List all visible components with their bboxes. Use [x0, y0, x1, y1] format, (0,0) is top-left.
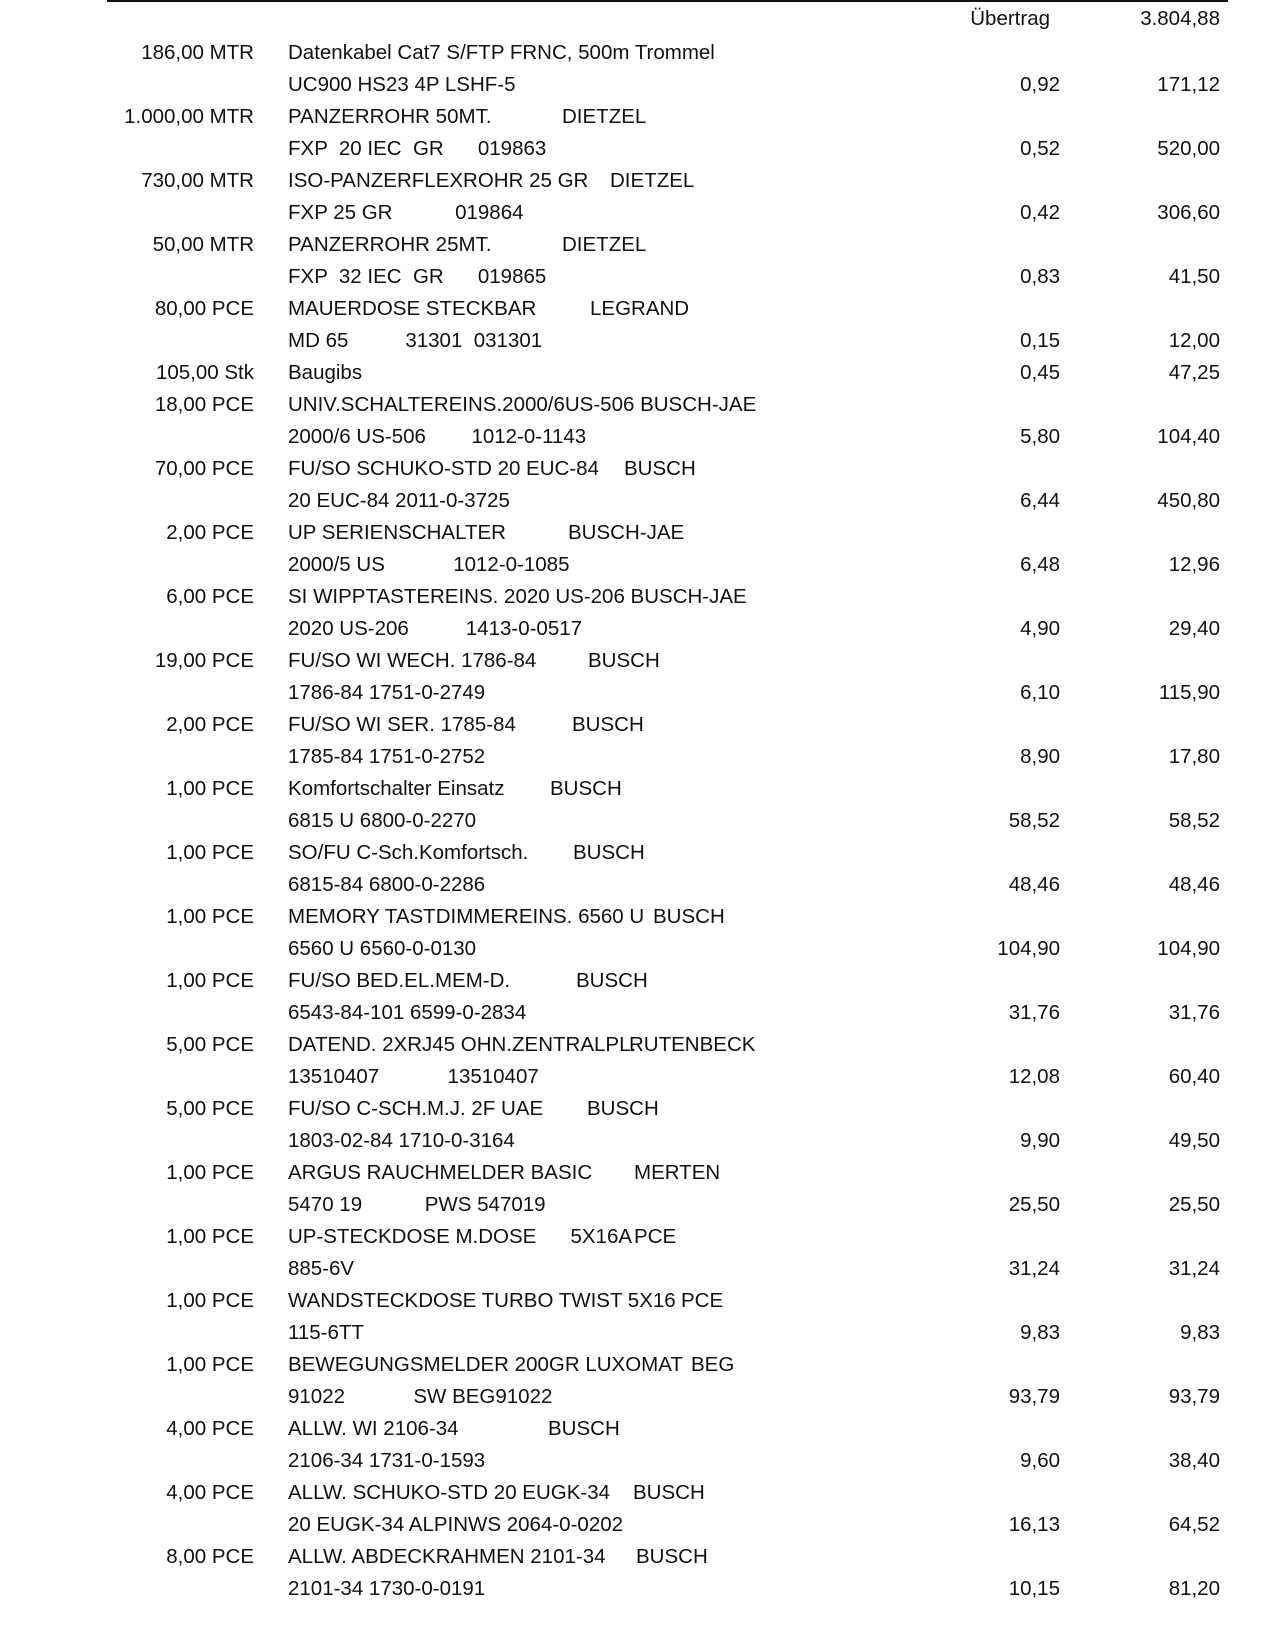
item-supplier: MERTEN	[634, 1161, 721, 1184]
line-item-row-2	[0, 741, 1280, 773]
item-total: 38,40	[1168, 1449, 1220, 1472]
item-unit-price: 0,52	[1020, 137, 1060, 160]
line-item-row-2	[0, 549, 1280, 581]
item-unit-price: 9,83	[1020, 1321, 1060, 1344]
line-item	[0, 357, 1280, 389]
item-description: MAUERDOSE STECKBAR	[288, 297, 537, 320]
item-supplier: BUSCH	[636, 1545, 708, 1568]
line-item-row-2	[0, 1509, 1280, 1541]
line-item-row-1	[0, 517, 1280, 549]
line-item-row-2	[0, 1317, 1280, 1349]
item-unit-price: 16,13	[1008, 1513, 1060, 1536]
item-unit-price: 58,52	[1008, 809, 1060, 832]
item-description: WANDSTECKDOSE TURBO TWIST 5X16	[288, 1289, 676, 1312]
item-supplier: BUSCH	[572, 713, 644, 736]
item-article-number: 885-6V	[288, 1257, 355, 1280]
item-description: UP-STECKDOSE M.DOSE 5X16A	[288, 1225, 633, 1248]
item-unit-price: 6,48	[1020, 553, 1060, 576]
line-item	[0, 293, 1280, 357]
item-supplier: PCE	[681, 1289, 724, 1312]
line-item	[0, 1541, 1280, 1605]
item-quantity: 80,00 PCE	[154, 297, 254, 320]
item-quantity: 19,00 PCE	[154, 649, 254, 672]
line-item-row-2	[0, 1381, 1280, 1413]
item-total: 25,50	[1168, 1193, 1220, 1216]
item-description: ISO-PANZERFLEXROHR 25 GR	[288, 169, 589, 192]
item-supplier: BUSCH	[624, 457, 696, 480]
item-description: BEWEGUNGSMELDER 200GR LUXOMAT	[288, 1353, 683, 1376]
item-total: 450,80	[1157, 489, 1220, 512]
line-item-row-2	[0, 805, 1280, 837]
item-article-number: 2020 US-206 1413-0-0517	[288, 617, 583, 640]
item-description: SO/FU C-Sch.Komfortsch.	[288, 841, 529, 864]
line-item	[0, 453, 1280, 517]
item-article-number: 6815-84 6800-0-2286	[288, 873, 486, 896]
item-article-number: 2101-34 1730-0-0191	[288, 1577, 486, 1600]
item-description: ARGUS RAUCHMELDER BASIC	[288, 1161, 593, 1184]
item-total: 48,46	[1168, 873, 1220, 896]
line-item	[0, 1221, 1280, 1285]
item-article-number: 1785-84 1751-0-2752	[288, 745, 486, 768]
line-item-row-1	[0, 293, 1280, 325]
item-quantity: 1,00 PCE	[166, 969, 254, 992]
item-quantity: 1.000,00 MTR	[124, 105, 254, 128]
line-item	[0, 37, 1280, 101]
line-item-row-2	[0, 197, 1280, 229]
item-supplier: BUSCH	[573, 841, 645, 864]
item-article-number: MD 65 31301 031301	[288, 329, 543, 352]
item-article-number: 6543-84-101 6599-0-2834	[288, 1001, 527, 1024]
item-article-number: 5470 19 PWS 547019	[288, 1193, 546, 1216]
item-supplier: BUSCH	[588, 649, 660, 672]
item-total: 64,52	[1168, 1513, 1220, 1536]
item-unit-price: 12,08	[1008, 1065, 1060, 1088]
line-item	[0, 229, 1280, 293]
line-item	[0, 901, 1280, 965]
item-quantity: 18,00 PCE	[154, 393, 254, 416]
item-unit-price: 0,15	[1020, 329, 1060, 352]
item-total: 47,25	[1168, 361, 1220, 384]
line-item-row-2	[0, 869, 1280, 901]
line-item	[0, 1157, 1280, 1221]
item-supplier: DIETZEL	[610, 169, 695, 192]
line-item-row-2	[0, 1125, 1280, 1157]
item-supplier: BUSCH-JAE	[568, 521, 685, 544]
item-description: FU/SO WI WECH. 1786-84	[288, 649, 537, 672]
item-unit-price: 0,42	[1020, 201, 1060, 224]
line-item	[0, 1093, 1280, 1157]
item-description: ALLW. WI 2106-34	[288, 1417, 459, 1440]
item-total: 93,79	[1168, 1385, 1220, 1408]
line-item	[0, 517, 1280, 581]
line-item-row-1	[0, 1221, 1280, 1253]
line-item	[0, 101, 1280, 165]
line-item	[0, 389, 1280, 453]
item-description: FU/SO SCHUKO-STD 20 EUC-84	[288, 457, 599, 480]
line-item	[0, 1285, 1280, 1349]
item-total: 60,40	[1168, 1065, 1220, 1088]
line-item	[0, 965, 1280, 1029]
item-quantity: 4,00 PCE	[166, 1417, 254, 1440]
line-item-row-1	[0, 901, 1280, 933]
item-description: FU/SO WI SER. 1785-84	[288, 713, 516, 736]
item-quantity: 4,00 PCE	[166, 1481, 254, 1504]
item-quantity: 70,00 PCE	[154, 457, 254, 480]
item-quantity: 2,00 PCE	[166, 713, 254, 736]
line-item	[0, 1413, 1280, 1477]
line-item	[0, 165, 1280, 229]
item-supplier: LEGRAND	[590, 297, 690, 320]
item-unit-price: 104,90	[997, 937, 1060, 960]
line-item-row-1	[0, 165, 1280, 197]
item-unit-price: 8,90	[1020, 745, 1060, 768]
line-item-row-2	[0, 613, 1280, 645]
item-description: Komfortschalter Einsatz	[288, 777, 505, 800]
item-supplier: BEG	[691, 1353, 735, 1376]
item-total: 115,90	[1158, 681, 1220, 704]
item-total: 12,96	[1168, 553, 1220, 576]
item-article-number: 2000/5 US 1012-0-1085	[288, 553, 570, 576]
item-supplier: PCE	[634, 1225, 677, 1248]
item-total: 12,00	[1168, 329, 1220, 352]
item-article-number: 91022 SW BEG91022	[288, 1385, 553, 1408]
line-item-row-2	[0, 1189, 1280, 1221]
line-item-row-1	[0, 837, 1280, 869]
item-quantity: 1,00 PCE	[166, 1161, 254, 1184]
item-total: 520,00	[1157, 137, 1220, 160]
item-quantity: 1,00 PCE	[166, 1225, 254, 1248]
item-total: 41,50	[1168, 265, 1220, 288]
item-quantity: 50,00 MTR	[152, 233, 254, 256]
line-item-row-2	[0, 421, 1280, 453]
line-item-row-1	[0, 453, 1280, 485]
item-article-number: 2106-34 1731-0-1593	[288, 1449, 486, 1472]
item-article-number: FXP 32 IEC GR 019865	[288, 265, 547, 288]
line-item-row-1	[0, 1029, 1280, 1061]
item-unit-price: 48,46	[1008, 873, 1060, 896]
item-total: 104,90	[1157, 937, 1220, 960]
line-item-row-2	[0, 69, 1280, 101]
item-unit-price: 9,60	[1020, 1449, 1060, 1472]
item-total: 31,76	[1168, 1001, 1220, 1024]
item-total: 29,40	[1168, 617, 1220, 640]
item-total: 9,83	[1180, 1321, 1220, 1344]
line-items	[0, 37, 1280, 1605]
line-item	[0, 1349, 1280, 1413]
item-unit-price: 6,44	[1020, 489, 1060, 512]
item-quantity: 1,00 PCE	[166, 777, 254, 800]
item-quantity: 1,00 PCE	[166, 1353, 254, 1376]
line-item-row-1	[0, 1157, 1280, 1189]
item-unit-price: 4,90	[1020, 617, 1060, 640]
item-description: ALLW. ABDECKRAHMEN 2101-34	[288, 1545, 606, 1568]
line-item-row-2	[0, 485, 1280, 517]
item-quantity: 8,00 PCE	[166, 1545, 254, 1568]
line-item-row-2	[0, 261, 1280, 293]
line-item-row-1	[0, 1093, 1280, 1125]
item-article-number: 13510407 13510407	[288, 1065, 539, 1088]
item-quantity: 5,00 PCE	[166, 1033, 254, 1056]
item-article-number: 20 EUC-84 2011-0-3725	[288, 489, 510, 512]
item-description: FU/SO BED.EL.MEM-D.	[288, 969, 511, 992]
item-quantity: 730,00 MTR	[141, 169, 254, 192]
item-article-number: FXP 25 GR 019864	[288, 201, 524, 224]
item-total: 58,52	[1168, 809, 1220, 832]
line-item	[0, 773, 1280, 837]
line-item-row-2	[0, 1061, 1280, 1093]
item-quantity: 1,00 PCE	[166, 841, 254, 864]
item-supplier: BUSCH	[576, 969, 648, 992]
item-quantity: 6,00 PCE	[166, 585, 254, 608]
line-item	[0, 581, 1280, 645]
item-description: FU/SO C-SCH.M.J. 2F UAE	[288, 1097, 544, 1120]
item-article-number: 6560 U 6560-0-0130	[288, 937, 477, 960]
line-item-row-1	[0, 965, 1280, 997]
item-description: UNIV.SCHALTEREINS.2000/6US-506 BUSCH-JAE	[288, 393, 757, 416]
item-quantity: 2,00 PCE	[166, 521, 254, 544]
line-item-row-1	[0, 709, 1280, 741]
item-total: 17,80	[1168, 745, 1220, 768]
item-article-number: UC900 HS23 4P LSHF-5	[288, 73, 516, 96]
line-item-row-1	[0, 1477, 1280, 1509]
line-item-row-1	[0, 1285, 1280, 1317]
item-total: 49,50	[1168, 1129, 1220, 1152]
line-item-row-1	[0, 1349, 1280, 1381]
item-total: 306,60	[1157, 201, 1220, 224]
item-unit-price: 25,50	[1008, 1193, 1060, 1216]
item-total: 171,12	[1157, 73, 1220, 96]
line-item-row-1	[0, 645, 1280, 677]
item-supplier: DIETZEL	[562, 233, 647, 256]
item-total: 104,40	[1157, 425, 1220, 448]
item-description: MEMORY TASTDIMMEREINS. 6560 U	[288, 905, 645, 928]
line-item-row-1	[0, 357, 1280, 389]
carry-over-value: 3.804,88	[1140, 7, 1220, 30]
item-quantity: 105,00 Stk	[155, 361, 254, 384]
line-item-row-2	[0, 325, 1280, 357]
carry-over-label: Übertrag	[970, 7, 1050, 30]
line-item-row-2	[0, 1445, 1280, 1477]
item-supplier: BUSCH	[587, 1097, 659, 1120]
item-unit-price: 6,10	[1020, 681, 1060, 704]
item-total: 81,20	[1168, 1577, 1220, 1600]
item-unit-price: 31,24	[1008, 1257, 1060, 1280]
item-unit-price: 0,83	[1020, 265, 1060, 288]
line-item-row-1	[0, 1413, 1280, 1445]
item-quantity: 186,00 MTR	[141, 41, 254, 64]
item-article-number: 1803-02-84 1710-0-3164	[288, 1129, 515, 1152]
item-article-number: 20 EUGK-34 ALPINWS 2064-0-0202	[288, 1513, 624, 1536]
item-quantity: 1,00 PCE	[166, 905, 254, 928]
item-description: DATEND. 2XRJ45 OHN.ZENTRALPL.	[288, 1033, 637, 1056]
line-item-row-1	[0, 101, 1280, 133]
item-supplier: BUSCH	[633, 1481, 705, 1504]
line-item	[0, 837, 1280, 901]
item-unit-price: 5,80	[1020, 425, 1060, 448]
line-item	[0, 1029, 1280, 1093]
line-item-row-2	[0, 933, 1280, 965]
line-item	[0, 645, 1280, 709]
line-item-row-2	[0, 1573, 1280, 1605]
item-supplier: BUSCH	[550, 777, 622, 800]
line-item-row-2	[0, 677, 1280, 709]
item-description: SI WIPPTASTEREINS. 2020 US-206 BUSCH-JAE	[288, 585, 747, 608]
item-article-number: FXP 20 IEC GR 019863	[288, 137, 547, 160]
item-supplier: BUSCH	[548, 1417, 620, 1440]
item-unit-price: 9,90	[1020, 1129, 1060, 1152]
line-item-row-2	[0, 997, 1280, 1029]
line-item-row-1	[0, 1541, 1280, 1573]
item-description: Datenkabel Cat7 S/FTP FRNC, 500m Trommel	[288, 41, 715, 64]
item-description: Baugibs	[288, 361, 363, 384]
item-article-number: 6815 U 6800-0-2270	[288, 809, 477, 832]
line-item-row-1	[0, 389, 1280, 421]
item-unit-price: 0,45	[1020, 361, 1060, 384]
item-article-number: 115-6TT	[288, 1321, 364, 1344]
item-supplier: BUSCH	[653, 905, 725, 928]
item-description: UP SERIENSCHALTER	[288, 521, 506, 544]
top-rule	[107, 0, 1228, 2]
item-quantity: 5,00 PCE	[166, 1097, 254, 1120]
line-item	[0, 1477, 1280, 1541]
item-supplier: RUTENBECK	[629, 1033, 756, 1056]
item-supplier: DIETZEL	[562, 105, 647, 128]
item-quantity: 1,00 PCE	[166, 1289, 254, 1312]
item-description: PANZERROHR 25MT.	[288, 233, 492, 256]
item-total: 31,24	[1168, 1257, 1220, 1280]
item-description: ALLW. SCHUKO-STD 20 EUGK-34	[288, 1481, 611, 1504]
item-article-number: 1786-84 1751-0-2749	[288, 681, 486, 704]
line-item-row-2	[0, 133, 1280, 165]
line-item-row-1	[0, 773, 1280, 805]
item-unit-price: 31,76	[1008, 1001, 1060, 1024]
line-item-row-1	[0, 37, 1280, 69]
line-item	[0, 709, 1280, 773]
item-unit-price: 0,92	[1020, 73, 1060, 96]
item-article-number: 2000/6 US-506 1012-0-1143	[288, 425, 587, 448]
line-item-row-1	[0, 581, 1280, 613]
item-description: PANZERROHR 50MT.	[288, 105, 492, 128]
line-item-row-2	[0, 1253, 1280, 1285]
item-unit-price: 10,15	[1008, 1577, 1060, 1600]
item-unit-price: 93,79	[1008, 1385, 1060, 1408]
line-item-row-1	[0, 229, 1280, 261]
